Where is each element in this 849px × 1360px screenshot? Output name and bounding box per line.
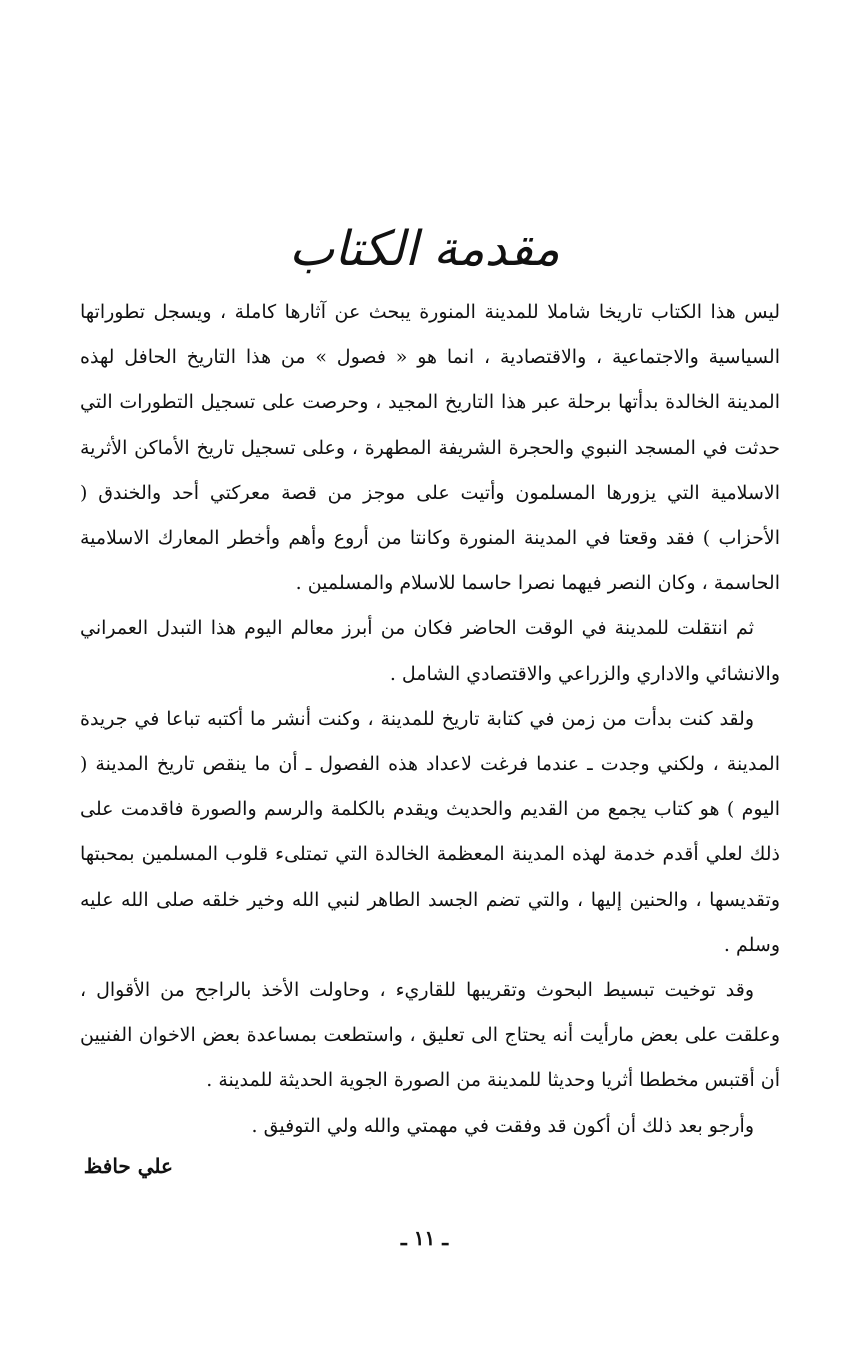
- paragraph-1: ليس هذا الكتاب تاريخا شاملا للمدينة المنورة يبحث عن آثارها كاملة ، ويسجل تطوراتها السياسية والاجتماعية ، والاقتصادية ، انما هو « فصول » من هذا التاريخ الحافل لهذه المدينة الخالدة بدأتها برحلة عبر هذا التاريخ المجيد ، وحرصت على تسجيل التطورات التي حدثت في المسجد النبوي والحجرة الشريفة المطهرة ، وعلى تسجيل تاريخ الأماكن الأثرية الاسلامية التي يزورها المسلمون وأتيت على موجز من قصة معركتي أحد والخندق ( الأحزاب ) فقد وقعتا في المدينة المنورة وكانتا من أروع وأهم وأخطر المعارك الاسلامية الحاسمة ، وكان النصر فيهما نصرا حاسما للاسلام والمسلمين .: [80, 301, 780, 595]
- author-signature: علي حافظ: [83, 1154, 173, 1178]
- page-title: مقدمة الكتاب: [289, 221, 560, 277]
- paragraph-3: ولقد كنت بدأت من زمن في كتابة تاريخ للمدينة ، وكنت أنشر ما أكتبه تباعا في جريدة المدينة ، ولكني وجدت ـ عندما فرغت لاعداد هذه الفصول ـ أن ما ينقص تاريخ المدينة ( اليوم ) هو كتاب يجمع من القديم والحديث ويقدم بالكلمة والرسم والصورة فاقدمت على ذلك لعلي أقدم خدمة لهذه المدينة المعظمة الخالدة التي تمتلىء قلوب المسلمين بمحبتها وتقديسها ، والحنين إليها ، والتي تضم الجسد الطاهر لنبي الله وخير خلقه صلى الله عليه وسلم .: [80, 707, 780, 956]
- paragraph-5: وأرجو بعد ذلك أن أكون قد وفقت في مهمتي والله ولي التوفيق .: [251, 1114, 754, 1137]
- introduction-text: [80, 290, 780, 1149]
- paragraph-4: وقد توخيت تبسيط البحوث وتقريبها للقاريء ، وحاولت الأخذ بالراجح من الأقوال ، وعلقت على بعض مارأيت أنه يحتاج الى تعليق ، واستطعت بمساعدة بعض الاخوان الفنيين أن أقتبس مخططا أثريا وحديثا للمدينة من الصورة الجوية الحديثة للمدينة .: [80, 979, 780, 1092]
- page-number: ـ ١١ ـ: [400, 1226, 449, 1250]
- paragraph-2: ثم انتقلت للمدينة في الوقت الحاضر فكان من أبرز معالم اليوم هذا التبدل العمراني والانشائي والاداري والزراعي والاقتصادي الشامل .: [80, 617, 780, 685]
